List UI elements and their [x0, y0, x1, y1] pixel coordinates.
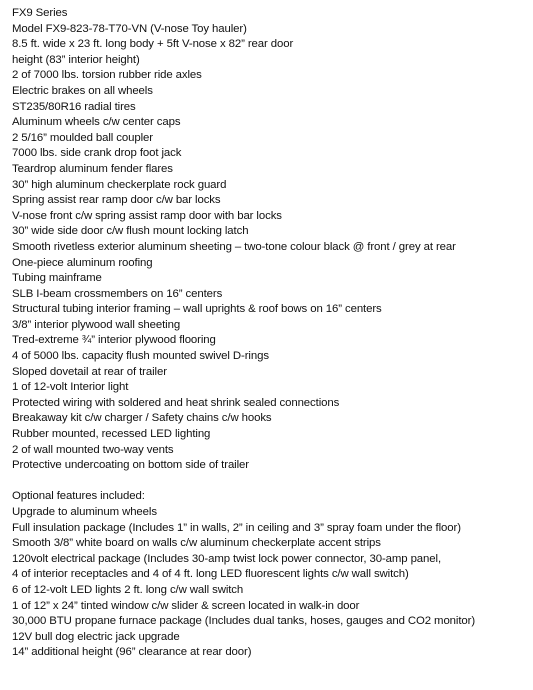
feature-line: Protected wiring with soldered and heat shrink sealed connections — [12, 396, 340, 409]
feature-line: ST235/80R16 radial tires — [12, 100, 136, 113]
feature-line: 7000 lbs. side crank drop foot jack — [12, 147, 182, 160]
optional-feature-line: 30,000 BTU propane furnace package (Includes dual tanks, hoses, gauges and CO2 monitor) — [12, 615, 476, 628]
optional-feature-line: Smooth 3/8” white board on walls c/w aluminum checkerplate accent strips — [12, 537, 381, 550]
feature-line: Electric brakes on all wheels — [12, 84, 153, 97]
feature-line: 8.5 ft. wide x 23 ft. long body + 5ft V-nose x 82” rear door — [12, 38, 294, 51]
optional-features-list — [12, 505, 530, 661]
feature-line: One-piece aluminum roofing — [12, 256, 153, 269]
optional-feature-line: 120volt electrical package (Includes 30-amp twist lock power connector, 30-amp panel, — [12, 552, 442, 565]
standard-features-list — [12, 37, 530, 474]
feature-line: Tubing mainframe — [12, 272, 102, 285]
feature-line: 30” wide side door c/w flush mount locking latch — [12, 225, 249, 238]
feature-line: SLB I-beam crossmembers on 16” centers — [12, 287, 223, 300]
feature-line: Rubber mounted, recessed LED lighting — [12, 428, 211, 441]
spec-document — [12, 6, 530, 661]
feature-line: 2 5/16” moulded ball coupler — [12, 131, 153, 144]
feature-line: height (83” interior height) — [12, 53, 140, 66]
feature-line: Aluminum wheels c/w center caps — [12, 116, 181, 129]
feature-line: Tred-extreme ¾” interior plywood flooring — [12, 334, 216, 347]
feature-line: 2 of wall mounted two-way vents — [12, 443, 174, 456]
feature-line: 2 of 7000 lbs. torsion rubber ride axles — [12, 69, 202, 82]
section-spacer — [12, 474, 530, 490]
optional-feature-line: 12V bull dog electric jack upgrade — [12, 630, 180, 643]
feature-line: Protective undercoating on bottom side of trailer — [12, 459, 249, 472]
optional-features-heading: Optional features included: — [12, 490, 145, 503]
optional-feature-line: 4 of interior receptacles and 4 of 4 ft. long LED fluorescent lights c/w wall switch) — [12, 568, 409, 581]
feature-line: 30” high aluminum checkerplate rock guard — [12, 178, 227, 191]
optional-feature-line: 14” additional height (96” clearance at rear door) — [12, 646, 252, 659]
feature-line: Breakaway kit c/w charger / Safety chains c/w hooks — [12, 412, 272, 425]
feature-line: Smooth rivetless exterior aluminum sheeting – two-tone colour black @ front / grey at rear — [12, 240, 456, 253]
optional-feature-line: Full insulation package (Includes 1” in walls, 2” in ceiling and 3” spray foam under the floor) — [12, 521, 461, 534]
series-title: FX9 Series — [12, 7, 68, 19]
feature-line: V-nose front c/w spring assist ramp door with bar locks — [12, 209, 282, 222]
feature-line: Teardrop aluminum fender flares — [12, 162, 173, 175]
feature-line: 1 of 12-volt Interior light — [12, 381, 129, 394]
feature-line: Structural tubing interior framing – wall uprights & roof bows on 16” centers — [12, 303, 382, 316]
feature-line: Sloped dovetail at rear of trailer — [12, 365, 167, 378]
feature-line: 3/8” interior plywood wall sheeting — [12, 318, 181, 331]
feature-line: 4 of 5000 lbs. capacity flush mounted swivel D-rings — [12, 350, 269, 363]
feature-line: Spring assist rear ramp door c/w bar locks — [12, 194, 221, 207]
optional-feature-line: 1 of 12” x 24” tinted window c/w slider & screen located in walk-in door — [12, 599, 360, 612]
optional-feature-line: 6 of 12-volt LED lights 2 ft. long c/w wall switch — [12, 583, 244, 596]
optional-feature-line: Upgrade to aluminum wheels — [12, 506, 157, 518]
model-line: Model FX9-823-78-T70-VN (V-nose Toy hauler) — [12, 22, 247, 35]
